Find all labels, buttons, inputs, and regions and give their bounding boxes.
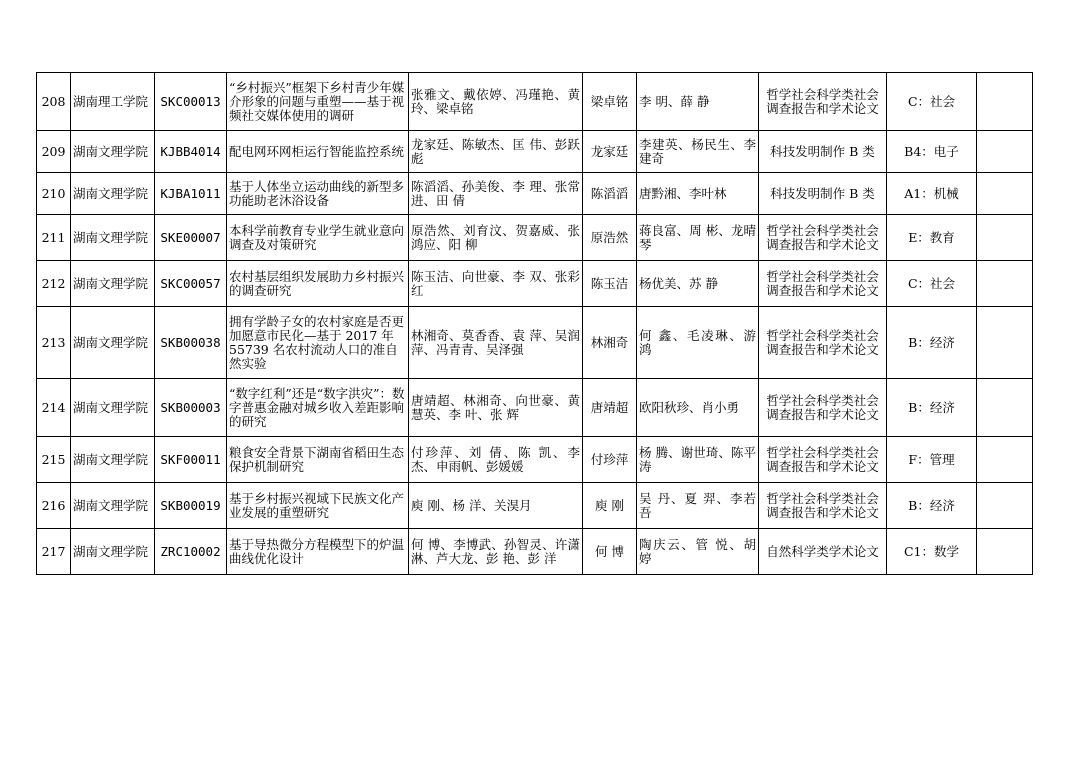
team-leader: 付珍萍 bbox=[583, 437, 637, 483]
remarks-cell bbox=[977, 483, 1033, 529]
school-name: 湖南文理学院 bbox=[71, 483, 155, 529]
table-body bbox=[37, 73, 1033, 575]
table-row bbox=[37, 437, 1033, 483]
work-category: 科技发明制作 B 类 bbox=[759, 173, 887, 215]
table-row bbox=[37, 73, 1033, 131]
remarks-cell bbox=[977, 307, 1033, 379]
advisor-list: 杨 腾、谢世琦、陈平涛 bbox=[637, 437, 759, 483]
work-category: 科技发明制作 B 类 bbox=[759, 131, 887, 173]
subject-area: B：经济 bbox=[887, 379, 977, 437]
row-number: 212 bbox=[37, 261, 71, 307]
table-row bbox=[37, 483, 1033, 529]
row-number: 215 bbox=[37, 437, 71, 483]
author-list: 陈玉洁、向世豪、李 双、张彩红 bbox=[409, 261, 583, 307]
project-code: SKB00003 bbox=[155, 379, 227, 437]
subject-area: F：管理 bbox=[887, 437, 977, 483]
author-list: 龙家廷、陈敏杰、匡 伟、彭跃彪 bbox=[409, 131, 583, 173]
advisor-list: 李 明、薛 静 bbox=[637, 73, 759, 131]
project-code: SKC00013 bbox=[155, 73, 227, 131]
author-list: 林湘奇、莫香香、袁 萍、吴润萍、冯青青、吴泽强 bbox=[409, 307, 583, 379]
team-leader: 梁卓铭 bbox=[583, 73, 637, 131]
team-leader: 林湘奇 bbox=[583, 307, 637, 379]
advisor-list: 吴 丹、夏 羿、李若吾 bbox=[637, 483, 759, 529]
work-category: 哲学社会科学类社会调查报告和学术论文 bbox=[759, 437, 887, 483]
advisor-list: 欧阳秋珍、肖小勇 bbox=[637, 379, 759, 437]
advisor-list: 蒋良富、周 彬、龙晴琴 bbox=[637, 215, 759, 261]
remarks-cell bbox=[977, 215, 1033, 261]
table-row bbox=[37, 307, 1033, 379]
subject-area: B4：电子 bbox=[887, 131, 977, 173]
subject-area: E：教育 bbox=[887, 215, 977, 261]
team-leader: 陈滔滔 bbox=[583, 173, 637, 215]
team-leader: 陈玉洁 bbox=[583, 261, 637, 307]
work-category: 自然科学类学术论文 bbox=[759, 529, 887, 575]
table-row bbox=[37, 173, 1033, 215]
project-title: 基于人体坐立运动曲线的新型多功能助老沐浴设备 bbox=[227, 173, 409, 215]
school-name: 湖南文理学院 bbox=[71, 261, 155, 307]
subject-area: C：社会 bbox=[887, 73, 977, 131]
team-leader: 唐靖超 bbox=[583, 379, 637, 437]
remarks-cell bbox=[977, 131, 1033, 173]
school-name: 湖南文理学院 bbox=[71, 437, 155, 483]
work-category: 哲学社会科学类社会调查报告和学术论文 bbox=[759, 215, 887, 261]
project-code: KJBA1011 bbox=[155, 173, 227, 215]
project-code: SKC00057 bbox=[155, 261, 227, 307]
advisor-list: 何 鑫、毛凌琳、游 鸿 bbox=[637, 307, 759, 379]
remarks-cell bbox=[977, 529, 1033, 575]
work-category: 哲学社会科学类社会调查报告和学术论文 bbox=[759, 379, 887, 437]
team-leader: 何 博 bbox=[583, 529, 637, 575]
school-name: 湖南文理学院 bbox=[71, 529, 155, 575]
project-title: 粮食安全背景下湖南省稻田生态保护机制研究 bbox=[227, 437, 409, 483]
table-row bbox=[37, 529, 1033, 575]
remarks-cell bbox=[977, 73, 1033, 131]
team-leader: 龙家廷 bbox=[583, 131, 637, 173]
author-list: 何 博、李博武、孙智灵、许潇淋、芦大龙、彭 艳、彭 洋 bbox=[409, 529, 583, 575]
school-name: 湖南文理学院 bbox=[71, 173, 155, 215]
project-title: “乡村振兴”框架下乡村青少年媒介形象的问题与重塑——基于视频社交媒体使用的调研 bbox=[227, 73, 409, 131]
author-list: 陈滔滔、孙美俊、李 理、张常进、田 倩 bbox=[409, 173, 583, 215]
work-category: 哲学社会科学类社会调查报告和学术论文 bbox=[759, 261, 887, 307]
advisor-list: 唐黔湘、李叶林 bbox=[637, 173, 759, 215]
advisor-list: 杨优美、苏 静 bbox=[637, 261, 759, 307]
subject-area: A1：机械 bbox=[887, 173, 977, 215]
work-category: 哲学社会科学类社会调查报告和学术论文 bbox=[759, 73, 887, 131]
remarks-cell bbox=[977, 379, 1033, 437]
author-list: 张雅文、戴依婷、冯瑾艳、黄 玲、梁卓铭 bbox=[409, 73, 583, 131]
row-number: 209 bbox=[37, 131, 71, 173]
author-list: 原浩然、刘育汶、贺嘉威、张鸿应、阳 柳 bbox=[409, 215, 583, 261]
project-title: 配电网环网柜运行智能监控系统 bbox=[227, 131, 409, 173]
project-title: 本科学前教育专业学生就业意向调查及对策研究 bbox=[227, 215, 409, 261]
work-category: 哲学社会科学类社会调查报告和学术论文 bbox=[759, 307, 887, 379]
team-leader: 原浩然 bbox=[583, 215, 637, 261]
row-number: 210 bbox=[37, 173, 71, 215]
advisor-list: 陶庆云、管 悦、胡 婷 bbox=[637, 529, 759, 575]
project-title: 基于导热微分方程模型下的炉温曲线优化设计 bbox=[227, 529, 409, 575]
table-row bbox=[37, 215, 1033, 261]
school-name: 湖南文理学院 bbox=[71, 379, 155, 437]
author-list: 庾 刚、杨 洋、关淏月 bbox=[409, 483, 583, 529]
author-list: 唐靖超、林湘奇、向世豪、黄慧英、李 叶、张 辉 bbox=[409, 379, 583, 437]
row-number: 211 bbox=[37, 215, 71, 261]
project-code: SKF00011 bbox=[155, 437, 227, 483]
remarks-cell bbox=[977, 437, 1033, 483]
project-code: ZRC10002 bbox=[155, 529, 227, 575]
project-code: KJBB4014 bbox=[155, 131, 227, 173]
subject-area: B：经济 bbox=[887, 483, 977, 529]
project-title: 拥有学龄子女的农村家庭是否更加愿意市民化—基于 2017 年 55739 名农村流动人口的准自然实验 bbox=[227, 307, 409, 379]
subject-area: C1：数学 bbox=[887, 529, 977, 575]
row-number: 208 bbox=[37, 73, 71, 131]
row-number: 216 bbox=[37, 483, 71, 529]
project-title: “数字红利”还是“数字洪灾”：数字普惠金融对城乡收入差距影响的研究 bbox=[227, 379, 409, 437]
award-table bbox=[36, 72, 1033, 575]
row-number: 213 bbox=[37, 307, 71, 379]
row-number: 214 bbox=[37, 379, 71, 437]
project-code: SKE00007 bbox=[155, 215, 227, 261]
table-row bbox=[37, 131, 1033, 173]
subject-area: C：社会 bbox=[887, 261, 977, 307]
school-name: 湖南理工学院 bbox=[71, 73, 155, 131]
author-list: 付珍萍、刘 倩、陈 凯、李 杰、申雨帆、彭媛媛 bbox=[409, 437, 583, 483]
remarks-cell bbox=[977, 261, 1033, 307]
remarks-cell bbox=[977, 173, 1033, 215]
school-name: 湖南文理学院 bbox=[71, 131, 155, 173]
row-number: 217 bbox=[37, 529, 71, 575]
subject-area: B：经济 bbox=[887, 307, 977, 379]
table-row bbox=[37, 379, 1033, 437]
project-code: SKB00038 bbox=[155, 307, 227, 379]
project-code: SKB00019 bbox=[155, 483, 227, 529]
advisor-list: 李建英、杨民生、李建奇 bbox=[637, 131, 759, 173]
project-title: 基于乡村振兴视域下民族文化产业发展的重塑研究 bbox=[227, 483, 409, 529]
team-leader: 庾 刚 bbox=[583, 483, 637, 529]
project-title: 农村基层组织发展助力乡村振兴的调查研究 bbox=[227, 261, 409, 307]
table-row bbox=[37, 261, 1033, 307]
school-name: 湖南文理学院 bbox=[71, 307, 155, 379]
work-category: 哲学社会科学类社会调查报告和学术论文 bbox=[759, 483, 887, 529]
school-name: 湖南文理学院 bbox=[71, 215, 155, 261]
